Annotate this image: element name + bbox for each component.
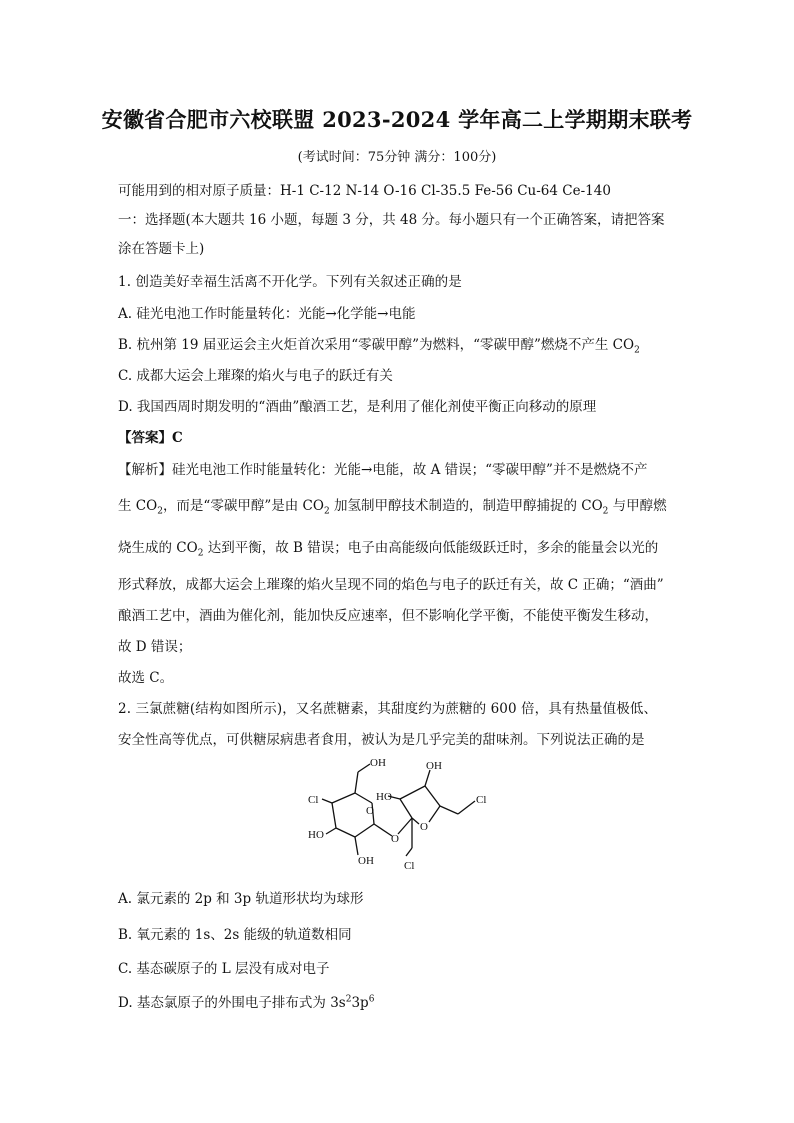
q2-stem-2: 安全性高等优点，可供糖尿病患者食用，被认为是几乎完美的甜味剂。下列说法正确的是 [118, 732, 645, 748]
q2-option-b: B. 氧元素的 1s、2s 能级的轨道数相同 [118, 927, 352, 943]
q1-explanation-2: 生 $CO_2$，而是“零碳甲醇”是由 $CO_2$ 加氢制甲醇技术制造的，制造甲醇捕捉的 $CO_2$ 与甲醇燃 [118, 498, 667, 517]
q2-option-c: C. 基态碳原子的 L 层没有成对电子 [118, 961, 330, 977]
q1-conclusion: 故选 C。 [118, 670, 174, 686]
q1-stem: 1. 创造美好幸福生活离不开化学。下列有关叙述正确的是 [118, 274, 462, 290]
q1-option-b: B. 杭州第 19 届亚运会主火炬首次采用“零碳甲醇”为燃料，“零碳甲醇”燃烧不产生 $CO_2$ [118, 337, 640, 356]
structure-label-cl-left: Cl [308, 794, 319, 806]
section-heading-cont: 涂在答题卡上) [118, 241, 205, 257]
structure-label-ho-left: HO [308, 829, 324, 841]
q1-explanation-6: 故 D 错误； [118, 639, 192, 655]
structure-label-cl-right: Cl [476, 794, 487, 806]
page-title: 安徽省合肥市六校联盟 2023-2024 学年高二上学期期末联考 [101, 107, 693, 132]
q1-explanation-5: 酿酒工艺中，酒曲为催化剂，能加快反应速率，但不影响化学平衡，不能使平衡发生移动， [118, 608, 658, 624]
q2-option-a: A. 氯元素的 2p 和 3p 轨道形状均为球形 [118, 891, 364, 907]
section-heading: 一：选择题(本大题共 16 小题，每题 3 分，共 48 分。每小题只有一个正确答案，请把答案 [118, 212, 665, 228]
atomic-masses: 可能用到的相对原子质量：H-1 C-12 N-14 O-16 Cl-35.5 Fe-56 Cu-64 Ce-140 [118, 183, 611, 199]
q2-stem-1: 2. 三氯蔗糖(结构如图所示)，又名蔗糖素，其甜度约为蔗糖的 600 倍，具有热量值极低、 [118, 701, 658, 717]
q1-explanation-1: 【解析】硅光电池工作时能量转化：光能→电能，故 A 错误；“零碳甲醇”并不是燃烧不产 [118, 462, 648, 478]
structure-label-cl-bottom: Cl [404, 860, 415, 872]
structure-label-oh-furanose: OH [426, 760, 442, 772]
q1-explanation-3: 烧生成的 $CO_2$ 达到平衡，故 B 错误；电子由高能级向低能级跃迁时，多余的能量会以光的 [118, 540, 659, 559]
q1-explanation-4: 形式释放，成都大运会上璀璨的焰火呈现不同的焰色与电子的跃迁有关，故 C 正确；“酒曲” [118, 577, 664, 593]
structure-label-ring-o: O [366, 805, 374, 817]
q1-option-c: C. 成都大运会上璀璨的焰火与电子的跃迁有关 [118, 368, 393, 384]
q1-answer: 【答案】C [118, 430, 183, 446]
structure-label-oh-bottom: OH [358, 855, 374, 867]
structure-label-oh-top: OH [370, 757, 386, 769]
q1-option-a: A. 硅光电池工作时能量转化：光能→化学能→电能 [118, 306, 416, 322]
structure-label-bridge-o: O [391, 833, 399, 845]
exam-info: (考试时间：75分钟 满分：100分) [297, 150, 497, 165]
structure-label-ho-furanose: HO [376, 791, 392, 803]
q2-option-d: D. 基态氯原子的外围电子排布式为 $3s^23p^6$ [118, 994, 375, 1011]
structure-label-furanose-o: O [420, 821, 428, 833]
sucralose-structure-diagram [300, 756, 510, 874]
q1-option-d: D. 我国西周时期发明的“酒曲”酿酒工艺，是利用了催化剂使平衡正向移动的原理 [118, 399, 597, 415]
